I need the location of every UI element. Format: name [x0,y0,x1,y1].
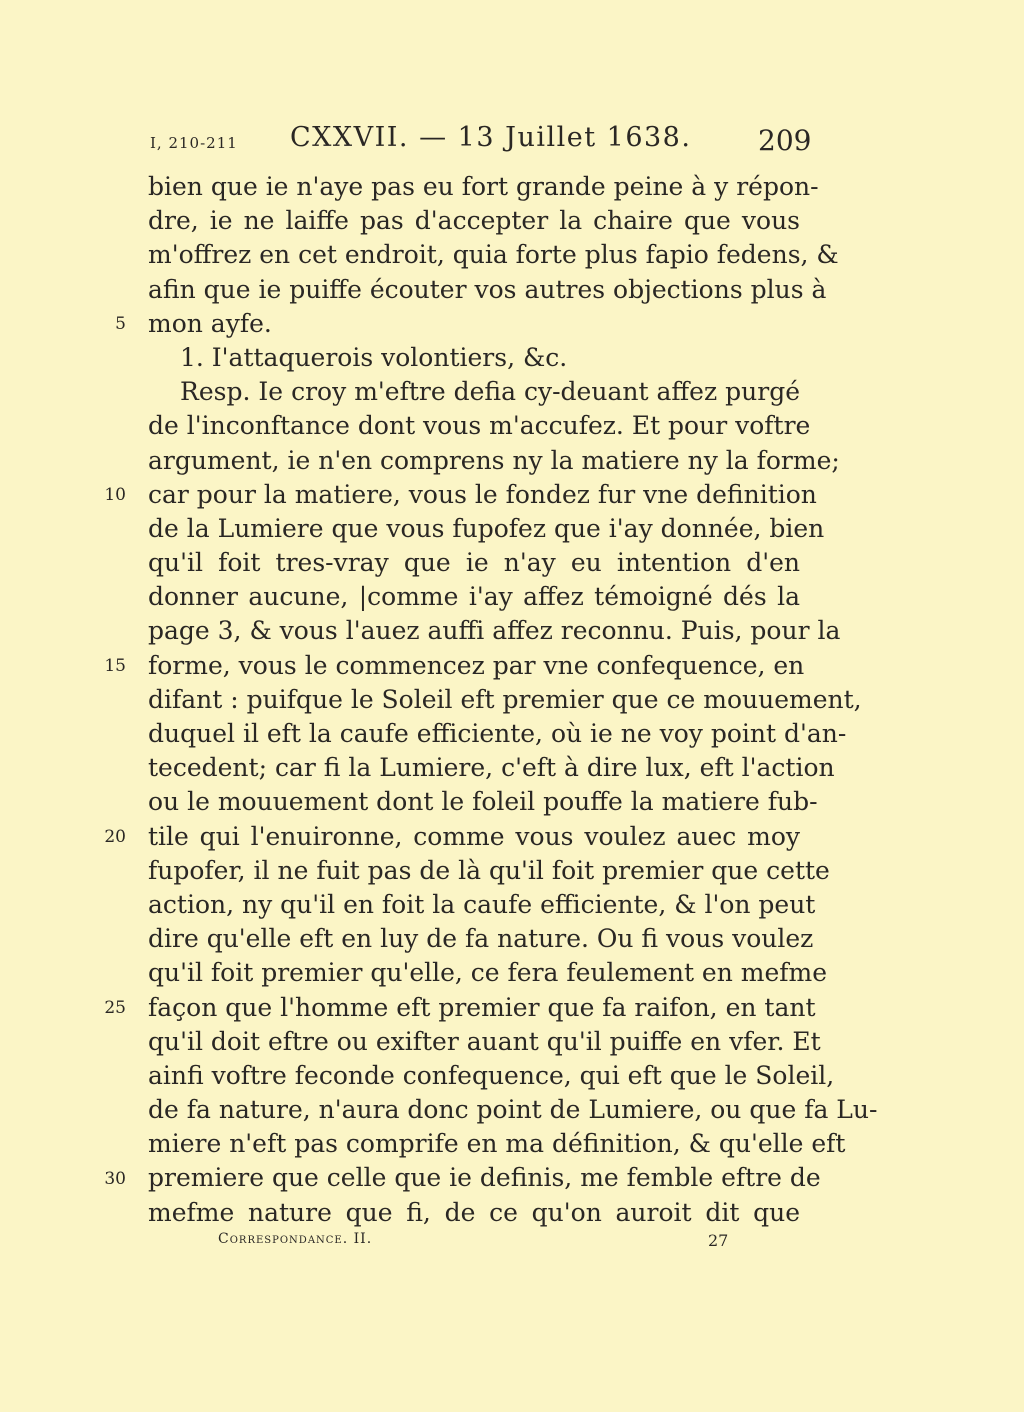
text-line: qu'il foit tres-vray que ie n'ay eu intention d'en [148,548,800,578]
running-header [0,118,1024,162]
line-number: 15 [104,655,126,676]
text-line: 1. I'attaquerois volontiers, &c. [180,342,568,372]
letter-body [148,170,878,1230]
text-line: bien que ie n'aye pas eu fort grande peine à y répon- [148,172,819,201]
text-line: dre, ie ne laiffe pas d'accepter la chaire que vous [148,206,800,236]
text-line: argument, ie n'en comprens ny la matiere ny la forme; [148,445,840,475]
page-number: 209 [758,124,812,157]
text-line: de l'inconftance dont vous m'accufez. Et pour voftre [148,411,811,441]
text-line: qu'il doit eftre ou exifter auant qu'il puiffe en vfer. Et [148,1026,821,1056]
text-line: façon que l'homme eft premier que fa raifon, en tant [148,992,816,1022]
text-line: ou le mouuement dont le foleil pouffe la matiere fub- [148,787,818,817]
text-line: dire qu'elle eft en luy de fa nature. Ou fi vous voulez [148,924,814,954]
line-number: 10 [104,484,126,505]
text-line: car pour la matiere, vous le fondez fur vne definition [148,479,817,509]
line-number: 5 [115,313,126,334]
text-line: page 3, & vous l'auez auffi affez reconnu. Puis, pour la [148,616,841,646]
text-line: premiere que celle que ie definis, me femble eftre de [148,1163,821,1193]
text-line: Resp. Ie croy m'eftre defia cy-deuant affez purgé [180,377,800,407]
signature-label: Correspondance. II. [218,1231,373,1247]
text-line: action, ny qu'il en foit la caufe efficiente, & l'on peut [148,889,816,919]
text-line: miere n'eft pas comprife en ma définition, & qu'elle eft [148,1129,846,1159]
text-line: forme, vous le commencez par vne confequence, en [148,650,805,680]
text-line: de fa nature, n'aura donc point de Lumiere, ou que fa Lu- [148,1095,878,1125]
text-line: tile qui l'enuironne, comme vous voulez auec moy [148,821,800,851]
text-line: mefme nature que fi, de ce qu'on auroit dit que [148,1197,800,1227]
line-number: 20 [104,826,126,847]
text-line: mon ayfe. [148,308,272,338]
text-line: m'offrez en cet endroit, quia forte plus fapio fedens, & [148,240,839,270]
volume-reference: I, 210-211 [150,134,238,152]
text-line: donner aucune, |comme i'ay affez témoigné dés la [148,582,800,612]
text-line: duquel il eft la caufe efficiente, où ie ne voy point d'an- [148,719,847,748]
text-line: de la Lumiere que vous fupofez que i'ay donnée, bien [148,513,825,543]
text-line: difant : puifque le Soleil eft premier que ce mouuement, [148,684,862,714]
text-line: afin que ie puiffe écouter vos autres objections plus à [148,274,827,304]
text-line: ainfi voftre feconde confequence, qui eft que le Soleil, [148,1060,835,1090]
printer-signature-footer [0,1231,1024,1255]
line-number: 30 [104,1168,126,1189]
signature-number: 27 [708,1231,729,1250]
text-line: tecedent; car fi la Lumiere, c'eft à dire lux, eft l'action [148,753,835,783]
text-line: qu'il foit premier qu'elle, ce fera feulement en mefme [148,958,828,988]
text-line: fupofer, il ne fuit pas de là qu'il foit premier que cette [148,855,830,885]
line-number: 25 [104,997,126,1018]
letter-title: CXXVII. — 13 Juillet 1638. [290,122,692,153]
